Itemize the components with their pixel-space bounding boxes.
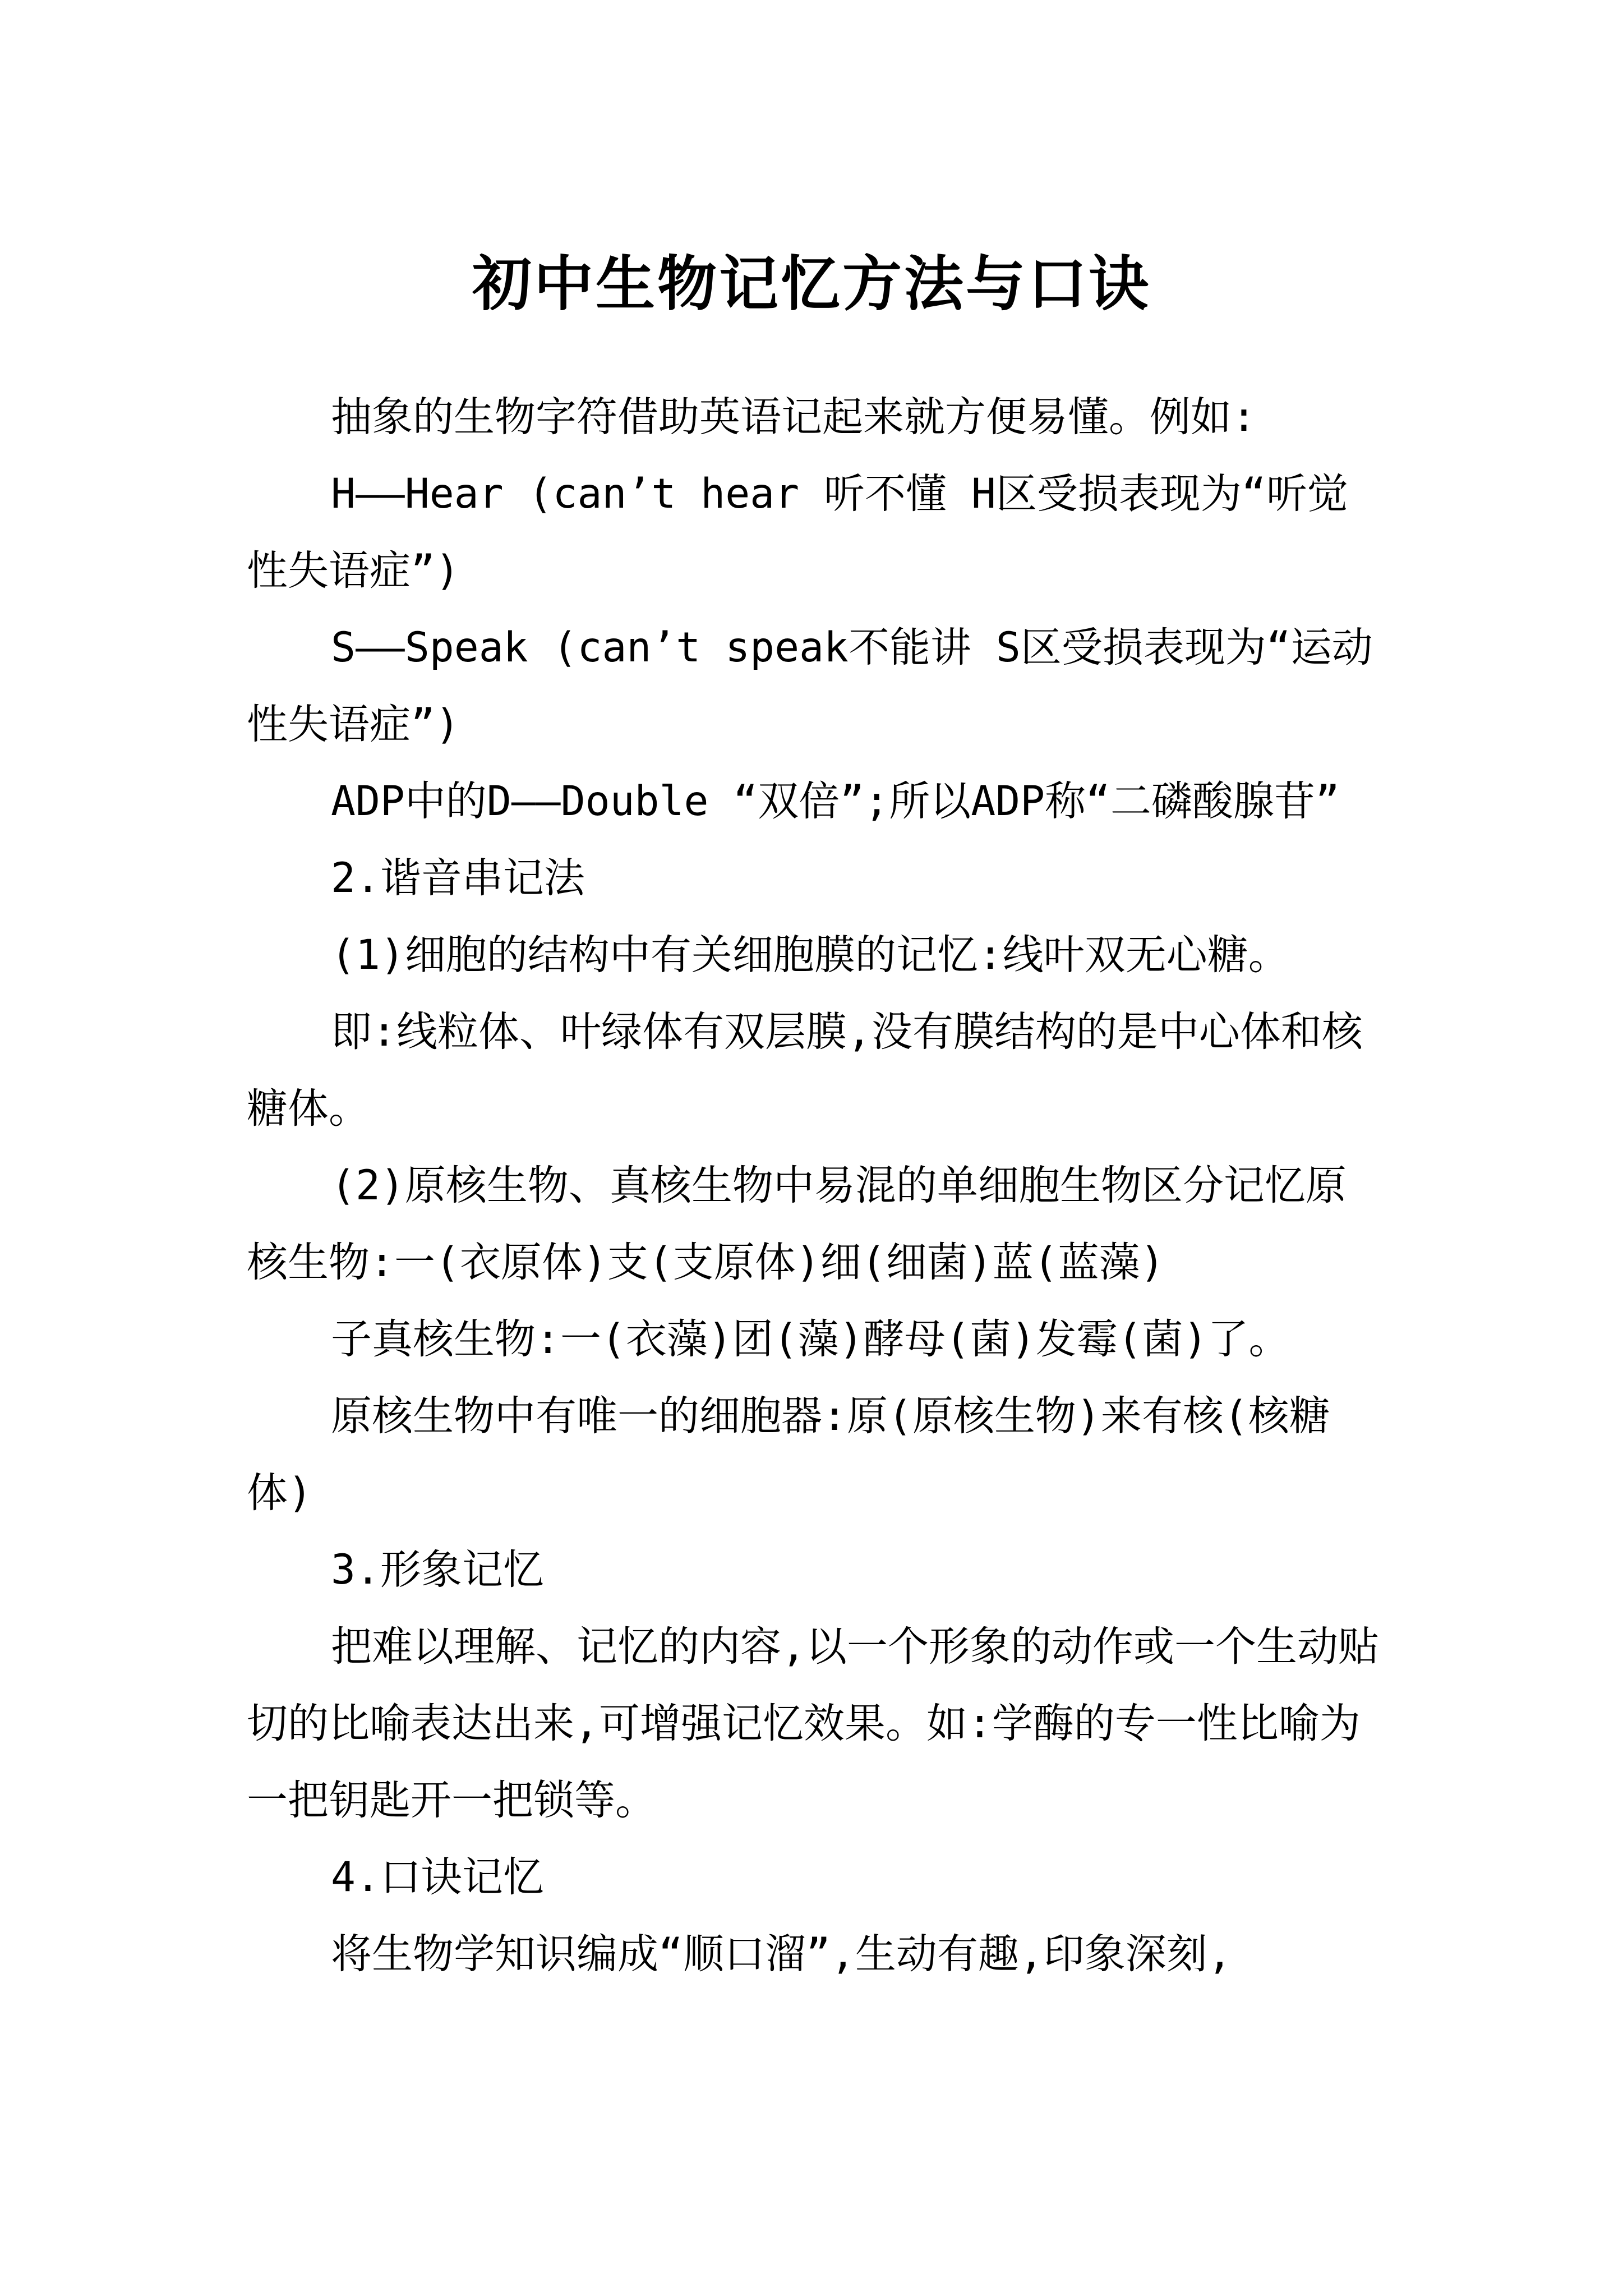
section-heading-homophone: 2.谐音串记法 [331,854,585,902]
paragraph-s-speak: S——Speak (can’t speak不能讲 S区受损表现为“运动性失语症”) [247,624,1373,748]
paragraph-rhyme-memory: 将生物学知识编成“顺口溜”,生动有趣,印象深刻, [331,1930,1232,1978]
paragraph-adp-double: ADP中的D——Double “双倍”;所以ADP称“二磷酸腺苷” [331,777,1340,825]
paragraph-cell-membrane: (1)细胞的结构中有关细胞膜的记忆:线叶双无心糖。 [331,931,1289,979]
section-heading-image-memory: 3.形象记忆 [331,1546,544,1594]
page-title: 初中生物记忆方法与口诀 [472,249,1151,319]
paragraph-eukaryote-examples: 子真核生物:一(衣藻)团(藻)酵母(菌)发霉(菌)了。 [331,1315,1290,1363]
document-body [247,379,1380,1993]
paragraph-h-hear: H——Hear (can’t hear 听不懂 H区受损表现为“听觉性失语症”) [247,470,1348,595]
paragraph-image-memory: 把难以理解、记忆的内容,以一个形象的动作或一个生动贴切的比喻表达出来,可增强记忆效果。如:学酶的专一性比喻为一把钥匙开一把锁等。 [247,1623,1379,1824]
paragraph-ribosome: 原核生物中有唯一的细胞器:原(原核生物)来有核(核糖体) [247,1392,1330,1517]
section-heading-rhyme-memory: 4.口诀记忆 [331,1853,544,1901]
paragraph-prokaryote-eukaryote: (2)原核生物、真核生物中易混的单细胞生物区分记忆原核生物:一(衣原体)支(支原体)细(细菌)蓝(蓝藻) [247,1162,1347,1286]
paragraph-double-membrane: 即:线粒体、叶绿体有双层膜,没有膜结构的是中心体和核糖体。 [247,1008,1363,1133]
paragraph-intro: 抽象的生物字符借助英语记起来就方便易懂。例如: [331,393,1256,441]
